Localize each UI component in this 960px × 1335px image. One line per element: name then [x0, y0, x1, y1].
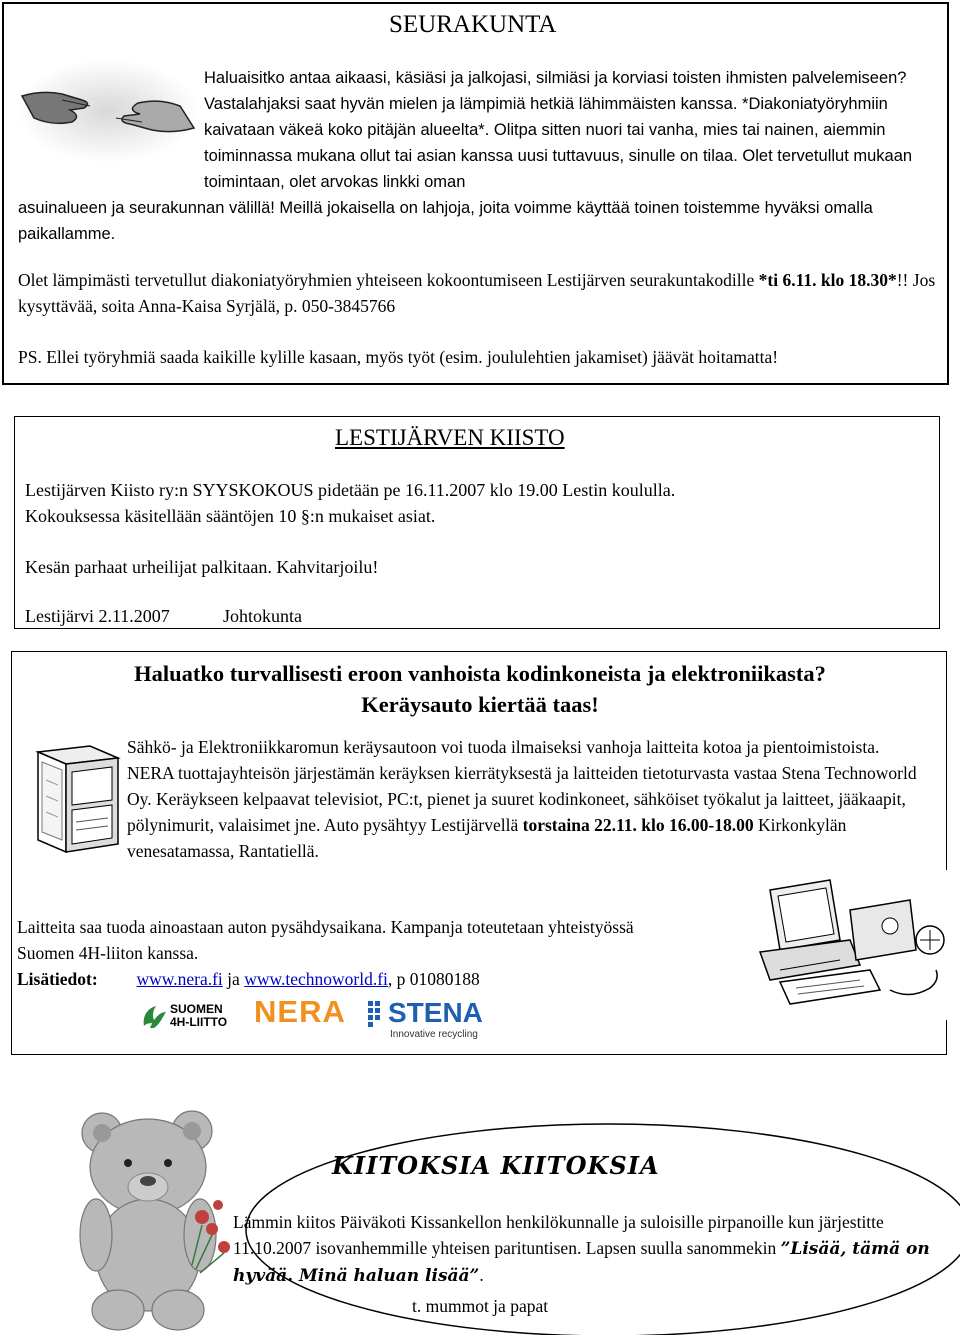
kerays-bottom-text: Laitteita saa tuoda ainoastaan auton pysähdysaikana. Kampanja toteutetaan yhteistyössä Suomen 4H-liiton kanssa. [17, 917, 634, 963]
nera-logo: NERA [254, 994, 346, 1029]
fridge-illustration [28, 740, 128, 860]
collection-time: torstaina 22.11. klo 16.00-18.00 [522, 815, 754, 835]
nera-link[interactable]: www.nera.fi [136, 969, 223, 989]
seurakunta-intro-continued: asuinalueen ja seurakunnan välillä! Meillä jokaisella on lahjoja, joita voimme käyttää toinen toistemme hyväksi omalla paikallamme. [18, 199, 873, 243]
kiitoksia-quote: ”Lisää, tämä on hyvää. Minä haluan lisää” [233, 1239, 930, 1286]
kiitoksia-title: KIITOKSIA KIITOKSIA [332, 1151, 660, 1180]
kiisto-agenda-line: Kokouksessa käsitellään sääntöjen 10 §:n mukaiset asiat. [25, 506, 436, 526]
kiisto-place-date: Lestijärvi 2.11.2007 [25, 606, 170, 626]
kerays-subtitle: Keräysauto kiertää taas! [361, 692, 599, 717]
seurakunta-meeting: Olet lämpimästi tervetullut diakoniatyöryhmien yhteiseen kokoontumiseen Lestijärven seurakuntakodille *ti 6.11. klo 18.30*!! Jos kysyttävää, soita Anna-Kaisa Syrjälä, p. 050-3845766 [18, 270, 936, 316]
kerays-title: Haluatko turvallisesti eroon vanhoista kodinkoneista ja elektroniikasta? [134, 661, 826, 686]
seurakunta-section [2, 2, 949, 385]
meeting-time: *ti 6.11. klo 18.30* [758, 270, 897, 290]
seurakunta-intro: Haluaisitko antaa aikaasi, käsiäsi ja jalkojasi, silmiäsi ja korviasi toisten ihmisten palvelemiseen? Vastalahjaksi saat hyvän mielen ja lämpimiä hetkiä lähimmäisten kanssa. *Diakoniatyöryhmiin kaivataan väkeä koko pitäjän alueelta*. Olitpa sitten nuori tai vanha, mies tai nainen, aiemmin toiminnassa mukana ollut tai asian kanssa uusi tuttavuus, sinulle on tilaa. Olet tervetullut mukaan toimintaan, olet arvokas linkki oman [204, 69, 913, 191]
technoworld-link[interactable]: www.technoworld.fi [244, 969, 388, 989]
kiisto-signer: Johtokunta [223, 606, 302, 626]
4h-clover-icon [140, 1004, 168, 1030]
kiitoksia-body: Lämmin kiitos Päiväkoti Kissankellon henkilökunnalle ja suloisille pirpanoille kun järjestitte 11.10.2007 isovanhemmille yhteisen parituntisen. Lapsen suulla sanommekin ”Lisää, tämä on hyvää. Minä haluan lisää”. [233, 1212, 930, 1286]
stena-logo: STENA Innovative recycling [368, 998, 498, 1044]
suomen-4h-liitto-logo: SUOMEN 4H-LIITTO [140, 1002, 240, 1032]
kiisto-meeting-line: Lestijärven Kiisto ry:n SYYSKOKOUS pidetään pe 16.11.2007 klo 19.00 Lestin koululla. [25, 480, 676, 500]
computer-illustration [740, 870, 950, 1020]
stena-pattern-icon [368, 1001, 386, 1027]
kiisto-title: LESTIJÄRVEN KIISTO [335, 425, 565, 450]
info-label: Lisätiedot: [17, 969, 98, 989]
kerays-body: Sähkö- ja Elektroniikkaromun keräysautoon voi tuoda ilmaiseksi vanhoja laitteita kotoa ja pientoimistoista. NERA tuottajayhteisön järjestämän keräyksen kierrätyksestä ja laitteiden tietoturvasta vastaa Stena Technoworld Oy. Keräykseen kelpaavat televisiot, PC:t, pienet ja suuret kodinkoneet, sähköiset työkalut ja laitteet, jääkaapit, pölynimurit, valaisimet jne. Auto pysähtyy Lestijärvellä torstaina 22.11. klo 16.00-18.00 Kirkonkylän venesatamassa, Rantatiellä. [127, 737, 917, 861]
helping-hands-illustration [12, 56, 204, 166]
kerays-info-line: Lisätiedot: www.nera.fi ja www.technoworld.fi, p 01080188 [17, 969, 480, 989]
seurakunta-title: SEURAKUNTA [389, 11, 557, 38]
kiisto-awards-line: Kesän parhaat urheilijat palkitaan. Kahvitarjoilu! [25, 557, 379, 577]
kiitoksia-signature: t. mummot ja papat [412, 1296, 549, 1316]
teddy-bear-illustration [60, 1105, 250, 1335]
seurakunta-ps: PS. Ellei työryhmiä saada kaikille kylille kasaan, myös työt (esim. joululehtien jakamiset) jäävät hoitamatta! [18, 347, 779, 367]
kiisto-section [14, 416, 940, 629]
